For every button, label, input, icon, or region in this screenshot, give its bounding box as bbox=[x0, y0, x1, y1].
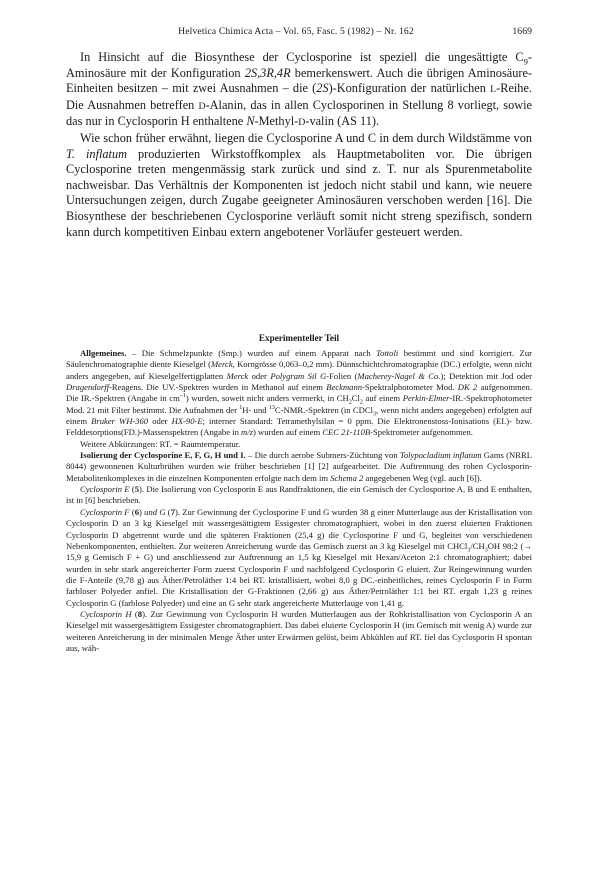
paragraph-general: Allgemeines. – Die Schmelzpunkte (Smp.) wurden auf einem Apparat nach Tottoli bestimmt und sind korrigiert. Zur Säulenchromatographie diente Kieselgel (Merck, Korngrösse 0,063–0,2 mm). Dünnschichtchromatographie (DC.) erfolgte, wenn nicht anders angegeben, auf Kieselgelfertigplatten Merck oder Polygram Sil G-Folien (Macherey-Nagel & Co.); Detektion mit Jod oder Dragendorff-Reagens. Die UV.-Spektren wurden in Methanol auf einem Beckmann-Spektralphotometer Mod. DK 2 aufgenommen. Die IR.-Spektren (Angabe in $cm^{-1}$) wurden, soweit nicht anders vermerkt, in $CH_2Cl_2$ auf einem Perkin-Elmer-IR.-Spektrophotometer Mod. 21 mit Filter bestimmt. Die Aufnahmen der $^1$H- und $^{13}$C-NMR.-Spektren (in CDCl$_3$, wenn nicht anders angegeben) erfolgten auf einem Bruker WH-360 oder HX-90-E; interner Standard: Tetramethylsilan = 0 ppm. Die Elektronenstoss-Ionisations (EI.)- bzw. Felddesorptions(FD.)-Massenspektren (Angabe in m/z) wurden auf einem CEC 21-110B-Spektrometer aufgenommen. bbox=[66, 348, 533, 438]
page-number: 1669 bbox=[512, 26, 532, 37]
section-heading: Experimenteller Teil bbox=[258, 333, 340, 343]
paragraph-biosynthesis: Wie schon früher erwähnt, liegen die Cyclosporine A und C in dem durch Wildstämme von T. inflatum produzierten Wirkstoffkomplex als Hauptmetaboliten vor. Die übrigen Cyclosporine treten mengenmässig stark zurück und sind z. T. nur als Spurenmetabolite nachweisbar. Das Verhältnis der Komponenten ist jedoch nicht stabil und kann, wie neuere Untersuchungen zeigen, durch Zugabe geeigneter Aminosäuren verschoben werden [16]. Die Biosynthese der beschriebenen Cyclosporine verläuft somit nicht streng spezifisch, sondern kann durch kompetitiven Einbau extern angebotener Vorläufer gesteuert werden. bbox=[66, 130, 532, 239]
journal-citation: Helvetica Chimica Acta – Vol. 65, Fasc. 5 (1982) – Nr. 162 bbox=[178, 26, 414, 37]
experimental-section bbox=[66, 348, 532, 654]
running-header bbox=[66, 26, 532, 40]
paragraph-abbreviations: Weitere Abkürzungen: RT. = Raumtemperatur. bbox=[80, 438, 241, 449]
paragraph-cyclosporin-f-g: Cyclosporin F (6) und G (7). Zur Gewinnung der Cyclosporine F und G wurden 38 g einer Mutterlauge aus der Kristallisation von Cyclosporin D an 3 kg Kieselgel mit wassergesättigtem Essigester chromatographiert, wobei in den zuerst eluierten Fraktionen Cyclosporin D abgetrennt wurde und die späteren Fraktionen (25,4 g) die Cyclosporine F und G, begleitet von verschiedenen Nebenkomponenten, enthielten. Zur weiteren Anreicherung wurde das Gemisch zuerst an 3 kg Kieselgel mit $CHCl_3/CH_3OH$ 98:2 (→ 15,9 g Gemisch F + G) und anschliessend zur Auftrennung an 1,5 kg Kieselgel mit Hexan/Aceton 2:1 chromatographiert; dabei wurden in sehr stark angereicherter Form zuerst Cyclosporin F und nachfolgend Cyclosporin G eluiert. Zur Reingewinnung wurden die F-Anteile (9,78 g) aus Äther/Petroläther 1:4 bei RT. kristallisiert, wobei 8,0 g DC.-einheitliches, reines Cyclosporin F in Form farbloser Polyeder anfiel. Die Kristallisation der G-Fraktionen (2,66 g) aus Äther/Petroläther 1:1 bei RT. ergab 1,23 g reines Cyclosporin G (farblose Polyeder) und eine an G sehr stark angereicherte Mutterlauge von 1,41 g. bbox=[66, 506, 533, 608]
paragraph-configuration: In Hinsicht auf die Biosynthese der Cyclosporine ist speziell die ungesättigte $C_9$-Aminosäure mit der Konfiguration 2S,3R,4R bemerkenswert. Auch die übrigen Aminosäure-Einheiten besitzen – mit zwei Ausnahmen – die (2S)-Konfiguration der natürlichen L-Reihe. Die Ausnahmen betreffen D-Alanin, das in allen Cyclosporinen in Stellung 8 vorliegt, sowie das nur in Cyclosporin H enthaltene N-Methyl-D-valin (AS 11). bbox=[66, 50, 532, 129]
paragraph-cyclosporin-e: Cyclosporin E (5). Die Isolierung von Cyclosporin E aus Randfraktionen, die ein Gemisch der Cyclosporine A, B und E enthalten, ist in [6] beschrieben. bbox=[66, 484, 532, 506]
paragraph-cyclosporin-h: Cyclosporin H (8). Zur Gewinnung von Cyclosporin H wurden Mutterlaugen aus der Rohkristallisation von Cyclosporin A an Kieselgel mit wassergesättigtem Essigester chromatographiert. Das dabei eluierte Cyclosporin H (im Gemisch mit wenig A) wurde zur weiteren Anreicherung in der minimalen Menge Äther unter Erwärmen gelöst, beim Abkühlen auf RT. fiel das Cyclosporin H spontan aus, wäh- bbox=[66, 608, 532, 653]
discussion-text bbox=[66, 50, 532, 240]
paragraph-isolation: Isolierung der Cyclosporine E, F, G, H und I. – Die durch aerobe Submers-Züchtung von Tolypocladium inflatum Gams (NRRL 8044) gewonnenen Kulturbrühen wurden wie früher beschrieben [1] [2] aufgearbeitet. Die Auftrennung des rohen Cyclosporin-Metabolitenkomplexes in die einzelnen Komponenten erfolgte nach dem im Schema 2 angegebenen Weg (vgl. auch [6]). bbox=[66, 450, 532, 483]
